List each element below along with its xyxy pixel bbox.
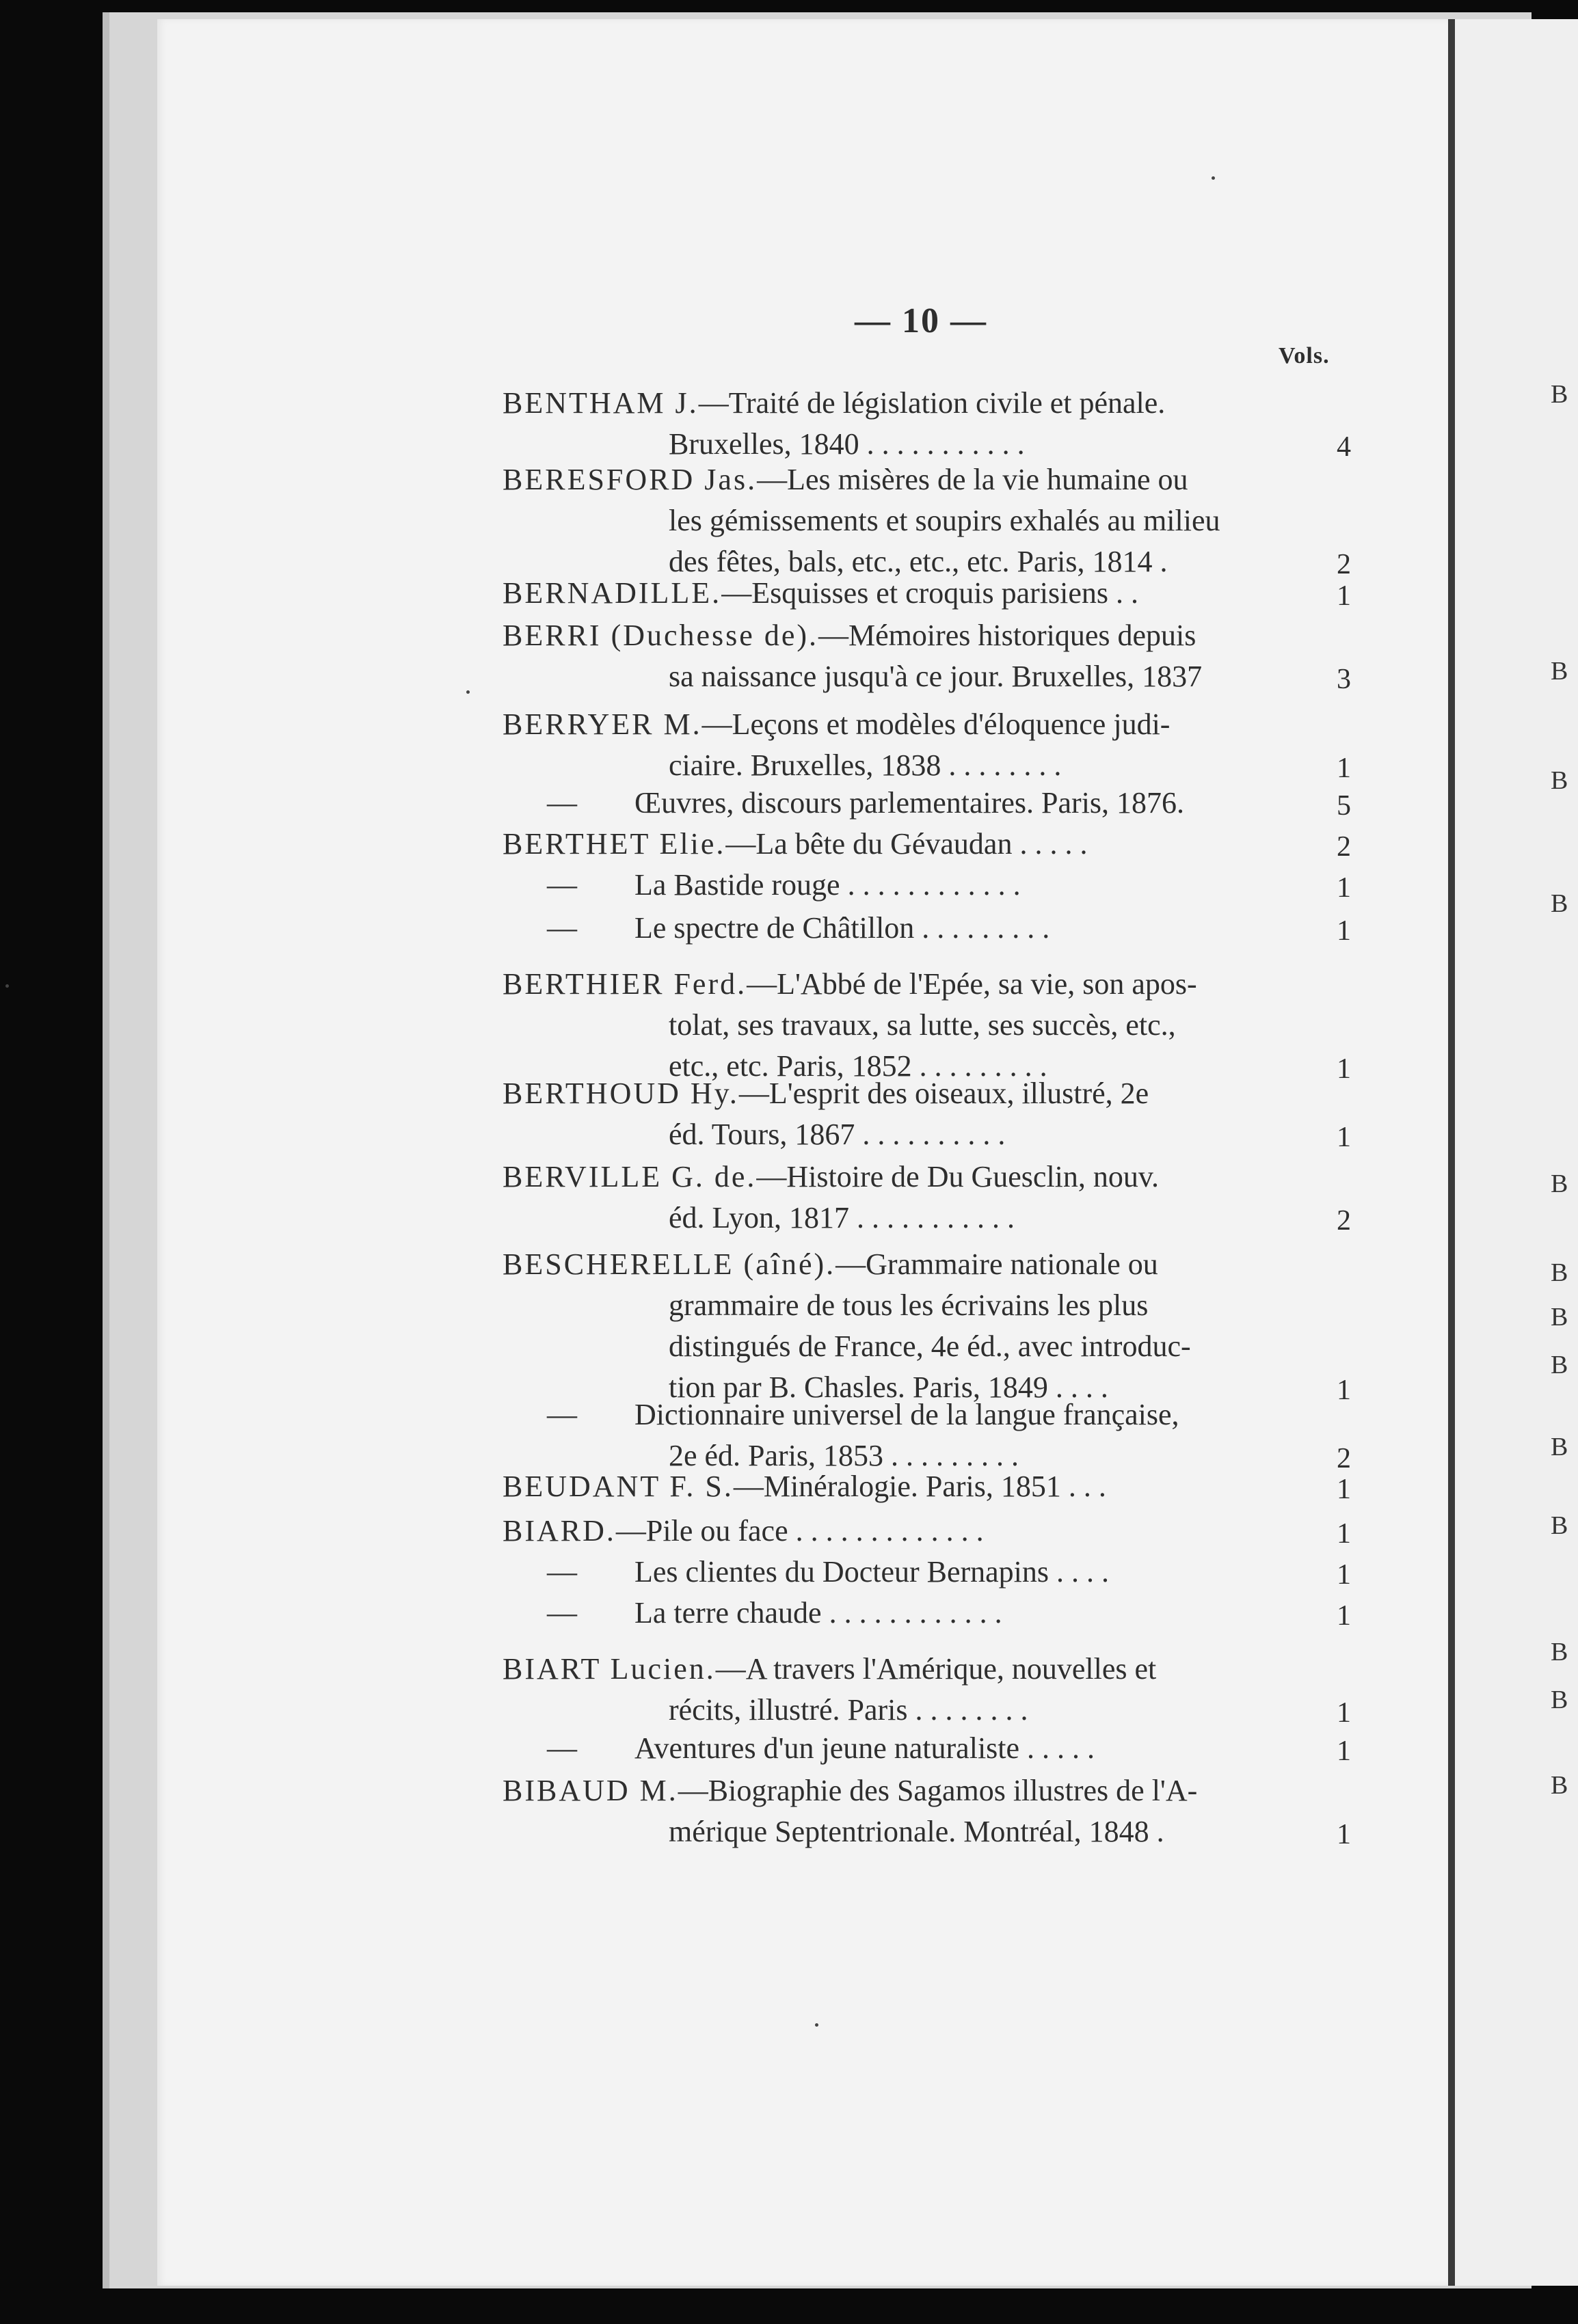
ditto-dash: —	[547, 1555, 577, 1589]
entry-line	[669, 1005, 1176, 1046]
ditto-dash: —	[547, 1596, 577, 1630]
entry-line	[669, 745, 1061, 786]
entry-text: Le spectre de Châtillon . . . . . . . . .	[634, 911, 1050, 945]
entry-line	[669, 1114, 1005, 1155]
adjacent-page-letter: B	[1551, 657, 1568, 686]
entry-volume-count: 1	[1337, 1375, 1351, 1406]
entry-text: ciaire. Bruxelles, 1838 . . . . . . . .	[669, 748, 1062, 782]
entry-text: La Bastide rouge . . . . . . . . . . . .	[634, 868, 1021, 902]
entry-volume-count: 1	[1337, 1518, 1351, 1550]
entry-line	[503, 383, 1165, 424]
entry-author: BEUDANT F. S.	[503, 1470, 734, 1503]
entry-line	[503, 824, 1087, 865]
entry-volume-count: 1	[1337, 753, 1351, 784]
entry-text: —La bête du Gévaudan . . . . .	[725, 827, 1088, 861]
entry-author: BERRYER M.	[503, 707, 702, 741]
entry-text: Œuvres, discours parlementaires. Paris, 1876.	[634, 786, 1185, 820]
entry-text: —Grammaire nationale ou	[835, 1247, 1158, 1281]
entry-line	[634, 1728, 1095, 1769]
entry-text: mérique Septentrionale. Montréal, 1848 .	[669, 1815, 1164, 1848]
entry-text: Aventures d'un jeune naturaliste . . . . .	[634, 1731, 1095, 1765]
entry-text: récits, illustré. Paris . . . . . . . .	[669, 1693, 1028, 1727]
entry-text: —Leçons et modèles d'éloquence judi-	[701, 707, 1171, 741]
entry-volume-count: 5	[1337, 790, 1351, 822]
entry-author: BERTHOUD Hy.	[503, 1077, 739, 1110]
entry-text: —Esquisses et croquis parisiens . .	[721, 576, 1138, 610]
entry-volume-count: 1	[1337, 1819, 1351, 1850]
entry-text: —Minéralogie. Paris, 1851 . . .	[733, 1470, 1106, 1503]
entry-text: —A travers l'Amérique, nouvelles et	[715, 1652, 1157, 1686]
entry-line	[669, 500, 1220, 541]
entry-text: Les clientes du Docteur Bernapins . . . .	[634, 1555, 1110, 1589]
ditto-dash: —	[547, 868, 577, 902]
entry-text: Bruxelles, 1840 . . . . . . . . . . .	[669, 427, 1025, 461]
entry-volume-count: 2	[1337, 831, 1351, 863]
entry-line	[669, 1285, 1148, 1326]
entry-line	[503, 704, 1170, 745]
entry-author: BERTHIER Ferd.	[503, 967, 747, 1001]
entry-volume-count: 1	[1337, 1474, 1351, 1505]
entry-author: BIBAUD M.	[503, 1774, 678, 1807]
adjacent-page	[1455, 19, 1578, 2286]
entry-volume-count: 1	[1337, 1122, 1351, 1153]
entry-line	[503, 1649, 1156, 1690]
entry-text: éd. Lyon, 1817 . . . . . . . . . . .	[669, 1201, 1015, 1234]
ditto-dash: —	[547, 911, 577, 945]
entry-text: sa naissance jusqu'à ce jour. Bruxelles, 1837	[669, 660, 1203, 693]
adjacent-page-letter: B	[1551, 1258, 1568, 1287]
scan-speck	[1212, 176, 1215, 180]
entry-author: BIARD.	[503, 1514, 616, 1548]
entry-text: Dictionnaire universel de la langue française,	[634, 1398, 1179, 1431]
entry-line	[503, 964, 1197, 1005]
entry-line	[634, 783, 1184, 824]
entry-volume-count: 2	[1337, 549, 1351, 580]
adjacent-page-letter: B	[1551, 1433, 1568, 1461]
entry-line	[634, 1552, 1109, 1593]
entry-author: BERNADILLE.	[503, 576, 722, 610]
entry-text: etc., etc. Paris, 1852 . . . . . . . . .	[669, 1049, 1047, 1083]
entry-line	[503, 573, 1138, 614]
entry-line	[669, 1198, 1015, 1239]
entry-volume-count: 1	[1337, 872, 1351, 904]
adjacent-page-letter: B	[1551, 1638, 1568, 1666]
entry-text: —Pile ou face . . . . . . . . . . . . .	[615, 1514, 984, 1548]
adjacent-page-letter: B	[1551, 1771, 1568, 1800]
book-gutter	[1448, 19, 1455, 2286]
entry-volume-count: 3	[1337, 664, 1351, 695]
entry-author: BERESFORD Jas.	[503, 463, 758, 496]
entry-text: grammaire de tous les écrivains les plus	[669, 1288, 1149, 1322]
entry-author: BIART Lucien.	[503, 1652, 716, 1686]
entry-line	[503, 1466, 1106, 1507]
entry-volume-count: 2	[1337, 1443, 1351, 1474]
entry-line	[503, 459, 1188, 500]
entry-text: —Traité de législation civile et pénale.	[698, 386, 1166, 420]
entry-volume-count: 1	[1337, 1559, 1351, 1591]
entry-volume-count: 1	[1337, 1600, 1351, 1632]
entry-volume-count: 2	[1337, 1205, 1351, 1237]
adjacent-page-letter: B	[1551, 889, 1568, 918]
entry-line	[669, 1811, 1164, 1852]
entry-line	[503, 1244, 1158, 1285]
entry-text: —Biographie des Sagamos illustres de l'A-	[678, 1774, 1198, 1807]
page-number: — 10 —	[855, 301, 987, 340]
entry-text: —Histoire de Du Guesclin, nouv.	[756, 1160, 1160, 1193]
entry-author: BERTHET Elie.	[503, 827, 726, 861]
entry-author: BESCHERELLE (aîné).	[503, 1247, 836, 1281]
entry-text: 2e éd. Paris, 1853 . . . . . . . . .	[669, 1439, 1019, 1472]
ditto-dash: —	[547, 1731, 577, 1765]
entry-line	[634, 1394, 1179, 1435]
adjacent-page-letter: B	[1551, 1686, 1568, 1714]
entry-line	[634, 908, 1049, 949]
entry-volume-count: 4	[1337, 431, 1351, 463]
entry-line	[669, 1690, 1028, 1731]
entry-text: tion par B. Chasles. Paris, 1849 . . . .	[669, 1370, 1108, 1404]
entry-line	[634, 1593, 1002, 1634]
entry-text: —L'Abbé de l'Epée, sa vie, son apos-	[747, 967, 1197, 1001]
entry-author: BERVILLE G. de.	[503, 1160, 757, 1193]
scan-speck	[5, 984, 9, 988]
scan-speck	[466, 690, 470, 694]
entry-text: distingués de France, 4e éd., avec introduc-	[669, 1329, 1191, 1363]
adjacent-page-letter: B	[1551, 1511, 1568, 1540]
entry-line	[669, 656, 1202, 697]
adjacent-page-letter: B	[1551, 1170, 1568, 1198]
entry-text: tolat, ses travaux, sa lutte, ses succès, etc.,	[669, 1008, 1176, 1042]
ditto-dash: —	[547, 786, 577, 820]
adjacent-page-letter: B	[1551, 1303, 1568, 1332]
entry-line	[503, 1770, 1197, 1811]
ditto-dash: —	[547, 1398, 577, 1431]
entry-text: les gémissements et soupirs exhalés au milieu	[669, 504, 1220, 537]
scan-speck	[815, 2023, 818, 2027]
vols-column-header: Vols.	[1279, 343, 1330, 368]
entry-line	[669, 1326, 1191, 1367]
entry-text: des fêtes, bals, etc., etc., etc. Paris, 1814 .	[669, 545, 1168, 578]
entry-volume-count: 1	[1337, 915, 1351, 947]
entry-author: BENTHAM J.	[503, 386, 699, 420]
entry-text: éd. Tours, 1867 . . . . . . . . . .	[669, 1118, 1006, 1151]
adjacent-page-letter: B	[1551, 766, 1568, 795]
adjacent-page-letter: B	[1551, 380, 1568, 409]
entry-line	[503, 615, 1196, 656]
entry-text: La terre chaude . . . . . . . . . . . .	[634, 1596, 1002, 1630]
entry-line	[503, 1073, 1149, 1114]
entry-text: —Les misères de la vie humaine ou	[757, 463, 1188, 496]
entry-volume-count: 1	[1337, 580, 1351, 612]
entry-line	[503, 1511, 984, 1552]
entry-volume-count: 1	[1337, 1735, 1351, 1767]
adjacent-page-letter: B	[1551, 1351, 1568, 1379]
entry-text: —Mémoires historiques depuis	[818, 619, 1196, 652]
entry-line	[503, 1157, 1159, 1198]
entry-line	[669, 424, 1025, 465]
entry-line	[634, 865, 1021, 906]
entry-author: BERRI (Duchesse de).	[503, 619, 819, 652]
entry-volume-count: 1	[1337, 1697, 1351, 1729]
entry-volume-count: 1	[1337, 1053, 1351, 1085]
entry-text: —L'esprit des oiseaux, illustré, 2e	[738, 1077, 1149, 1110]
